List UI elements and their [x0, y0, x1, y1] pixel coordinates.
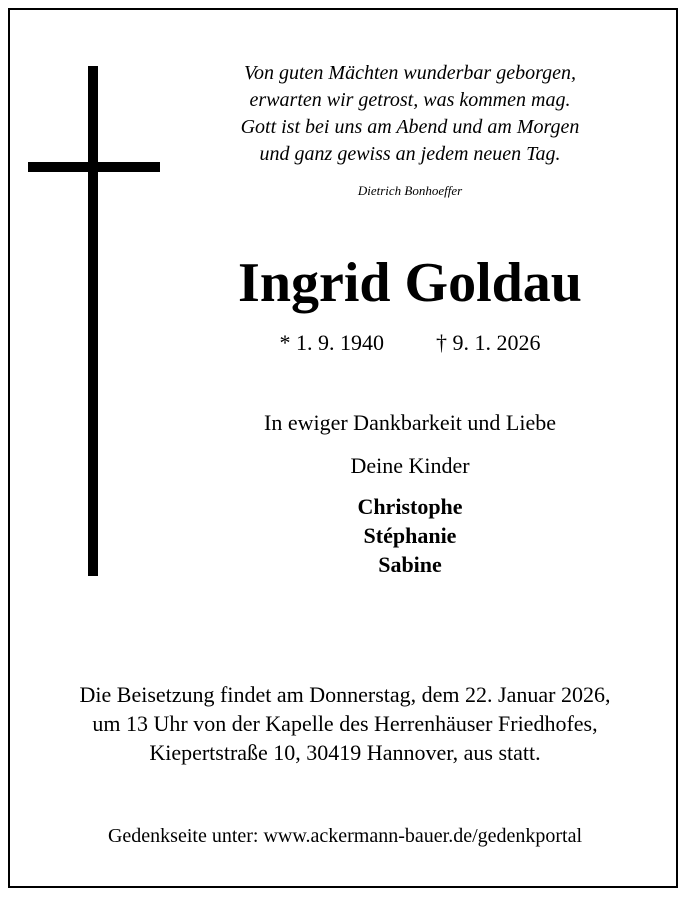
funeral-line: um 13 Uhr von der Kapelle des Herrenhäuser Friedhofes,	[92, 711, 598, 736]
mourner-name: Stéphanie	[363, 523, 457, 548]
birth-date: * 1. 9. 1940	[279, 330, 384, 355]
poem-verse	[190, 60, 630, 168]
life-dates	[190, 330, 630, 356]
poem-line: Gott ist bei uns am Abend und am Morgen	[240, 116, 580, 138]
mourner-names	[190, 492, 630, 579]
funeral-line: Kiepertstraße 10, 30419 Hannover, aus statt.	[149, 740, 541, 765]
poem-line: erwarten wir getrost, was kommen mag.	[249, 89, 571, 111]
mourner-name: Sabine	[378, 552, 442, 577]
mourner-name: Christophe	[357, 494, 463, 519]
funeral-line: Die Beisetzung findet am Donnerstag, dem 22. Januar 2026,	[79, 682, 611, 707]
funeral-notice	[10, 680, 680, 767]
poem-author: Dietrich Bonhoeffer	[357, 183, 463, 198]
death-date: † 9. 1. 2026	[436, 330, 541, 355]
memorial-page-link[interactable]: Gedenkseite unter: www.ackermann-bauer.de/gedenkportal	[107, 825, 583, 847]
dedication-text: In ewiger Dankbarkeit und Liebe	[264, 410, 556, 435]
poem-line: und ganz gewiss an jedem neuen Tag.	[259, 143, 561, 165]
mourners-label: Deine Kinder	[350, 453, 470, 478]
poem-line: Von guten Mächten wunderbar geborgen,	[244, 62, 576, 84]
cross-vertical-bar	[88, 66, 98, 576]
cross-horizontal-bar	[28, 162, 160, 172]
deceased-name: Ingrid Goldau	[238, 252, 582, 314]
